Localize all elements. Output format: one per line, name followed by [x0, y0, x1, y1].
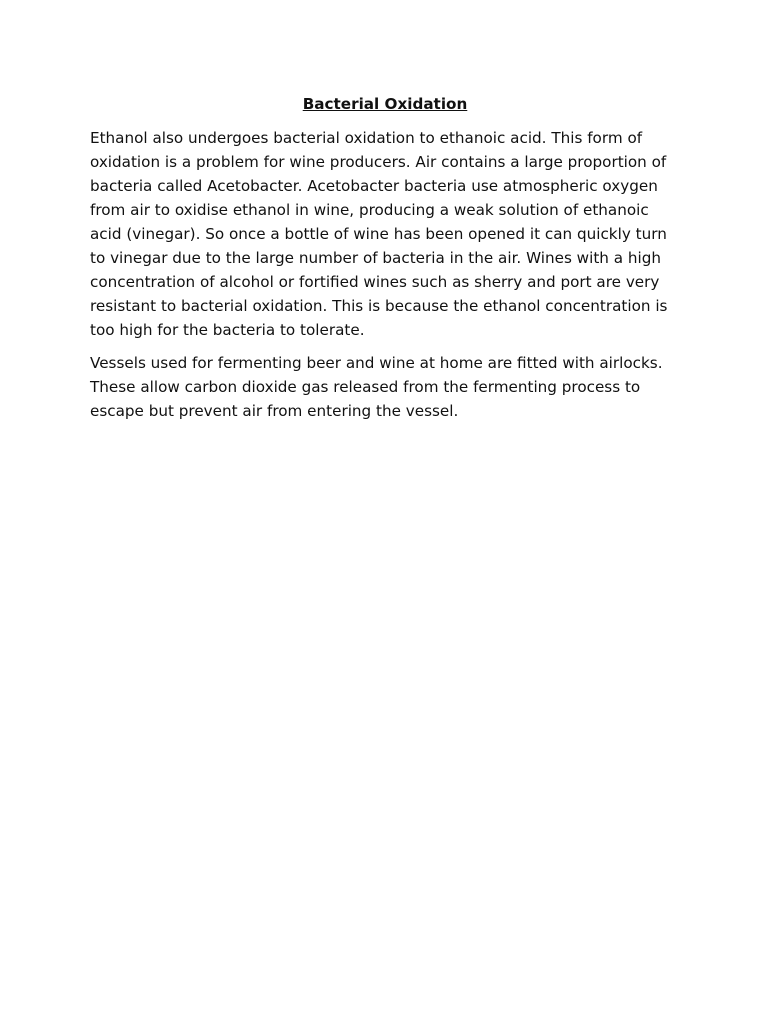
paragraph-airlocks: Vessels used for fermenting beer and wine at home are fitted with airlocks. These allow carbon dioxide gas released from the fermenting process to escape but prevent air from entering the vessel.	[90, 354, 663, 420]
document-title: Bacterial Oxidation	[302, 95, 468, 113]
paragraph-bacterial-oxidation: Ethanol also undergoes bacterial oxidation to ethanoic acid. This form of oxidation is a problem for wine producers. Air contains a large proportion of bacteria called Acetobacter. Acetobacter bacteria use atmospheric oxygen from air to oxidise ethanol in wine, producing a weak solution of ethanoic acid (vinegar). So once a bottle of wine has been opened it can quickly turn to vinegar due to the large number of bacteria in the air. Wines with a high concentration of alcohol or fortified wines such as sherry and port are very resistant to bacterial oxidation. This is because the ethanol concentration is too high for the bacteria to tolerate.	[90, 129, 668, 339]
